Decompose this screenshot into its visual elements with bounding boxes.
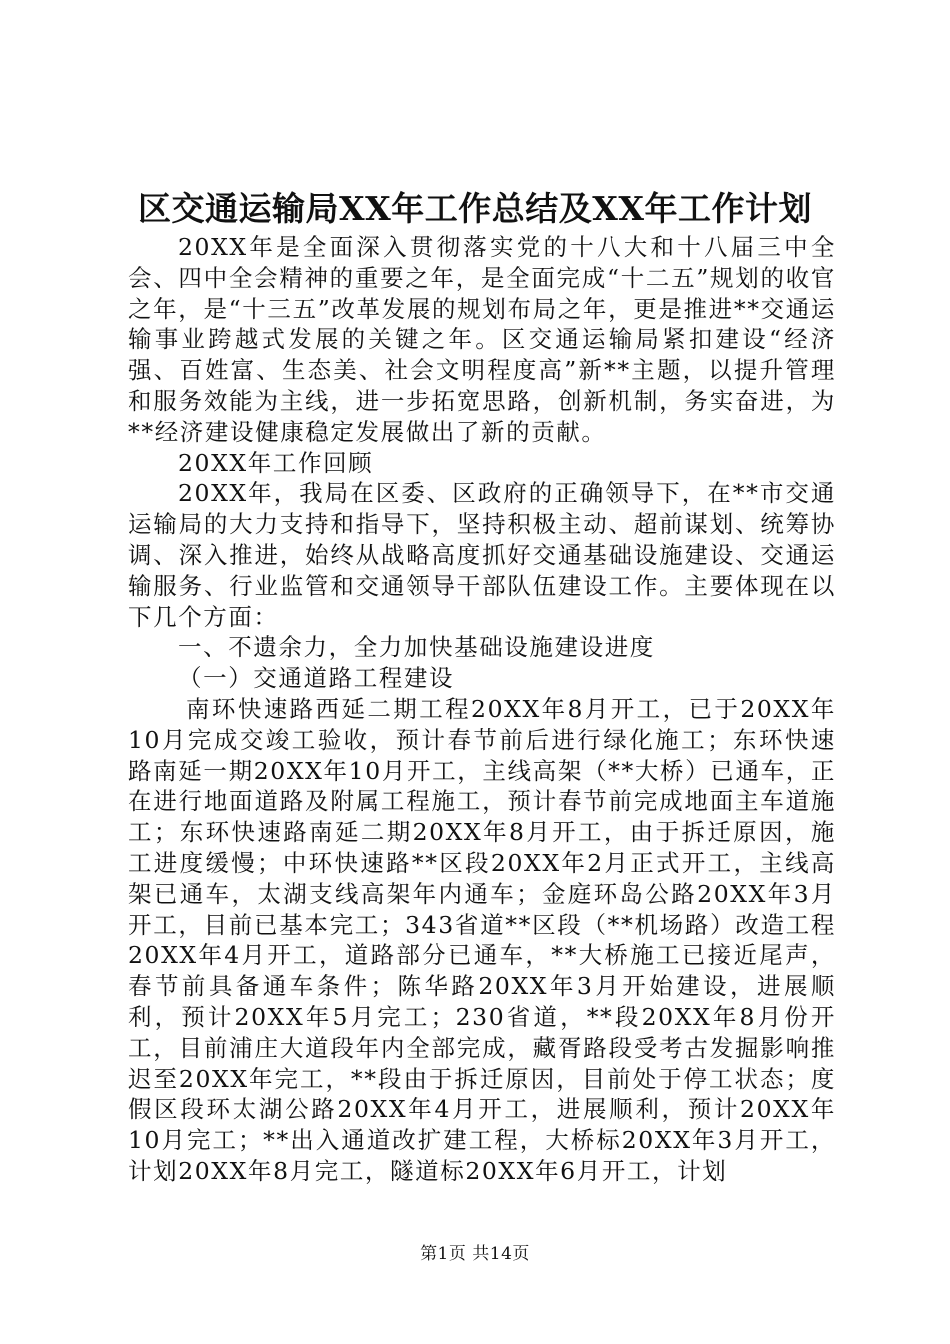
paragraph-intro: 20XX年是全面深入贯彻落实党的十八大和十八届三中全会、四中全会精神的重要之年，是全面完成“十二五”规划的收官之年，是“十三五”改革发展的规划布局之年，更是推进**交通运输事业跨越式发展的关键之年。区交通运输局紧扣建设“经济强、百姓富、生态美、社会文明程度高”新**主题，以提升管理和服务效能为主线，进一步拓宽思路，创新机制，务实奋进，为**经济建设健康稳定发展做出了新的贡献。 — [128, 233, 836, 446]
document-body — [128, 232, 836, 1187]
page-footer: 第1页 共14页 — [420, 1244, 530, 1264]
paragraph-road-projects: 南环快速路西延二期工程20XX年8月开工，已于20XX年10月完成交竣工验收，预计春节前后进行绿化施工；东环快速路南延一期20XX年10月开工，主线高架（**大桥）已通车，正在进行地面道路及附属工程施工，预计春节前完成地面主车道施工；东环快速路南延二期20XX年8月开工，由于拆迁原因，施工进度缓慢；中环快速路**区段20XX年2月正式开工，主线高架已通车，太湖支线高架年内通车；金庭环岛公路20XX年3月开工，目前已基本完工；343省道**区段（**机场路）改造工程20XX年4月开工，道路部分已通车，**大桥施工已接近尾声，春节前具备通车条件；陈华路20XX年3月开始建设，进展顺利，预计20XX年5月完工；230省道，**段20XX年8月份开工，目前浦庄大道段年内全部完成，藏胥路段受考古发掘影响推迟至20XX年完工，**段由于拆迁原因，目前处于停工状态；度假区段环太湖公路20XX年4月开工，进展顺利，预计20XX年10月完工；**出入通道改扩建工程，大桥标20XX年3月开工，计划20XX年8月完工，隧道标20XX年6月开工，计划 — [128, 694, 836, 1185]
section-heading-review: 20XX年工作回顾 — [178, 448, 374, 477]
document-title: 区交通运输局XX年工作总结及XX年工作计划 — [138, 189, 812, 228]
paragraph-overview: 20XX年，我局在区委、区政府的正确领导下，在**市交通运输局的大力支持和指导下，坚持积极主动、超前谋划、统筹协调、深入推进，始终从战略高度抓好交通基础设施建设、交通运输服务、行业监管和交通领导干部队伍建设工作。主要体现在以下几个方面： — [128, 479, 836, 631]
section-heading-infrastructure: 一、不遗余力，全力加快基础设施建设进度 — [178, 633, 655, 662]
subsection-heading-roads: （一）交通道路工程建设 — [178, 664, 455, 693]
